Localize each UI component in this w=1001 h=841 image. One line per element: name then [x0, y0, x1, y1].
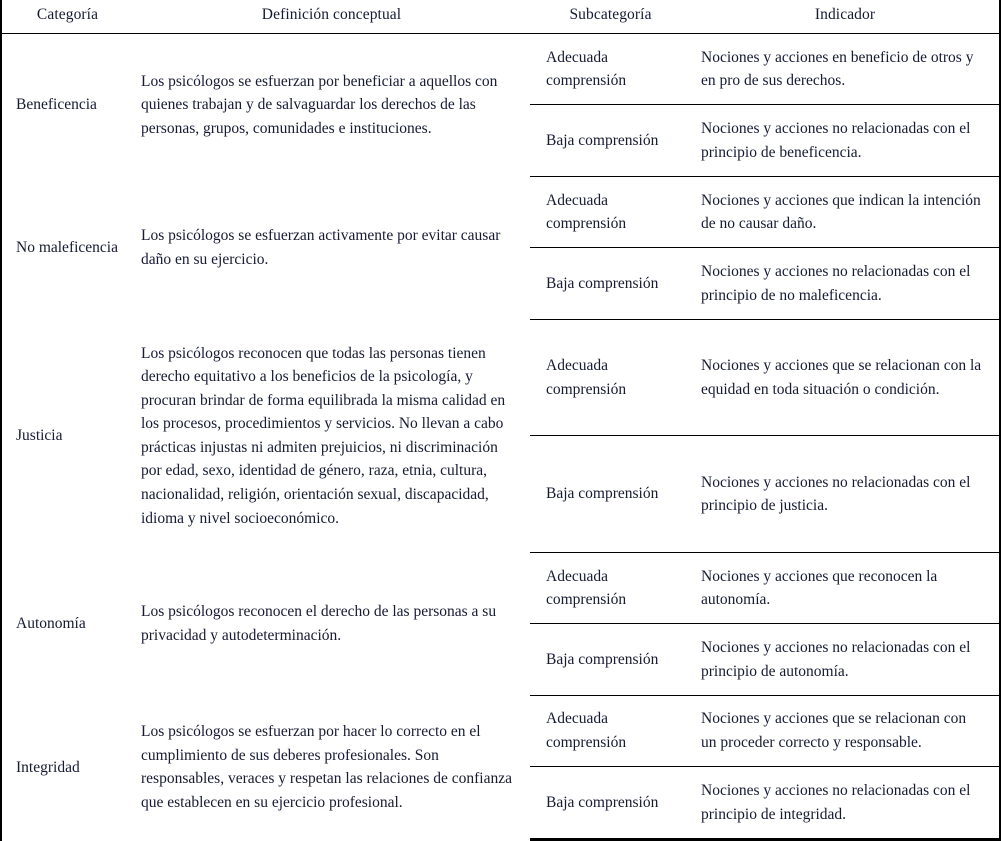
table-row — [2, 34, 999, 105]
table-row — [2, 319, 999, 435]
cell-indicador: Nociones y acciones no relacionadas con el principio de autonomía. — [691, 624, 999, 695]
cell-subcategoria: Adecuada comprensión — [530, 319, 691, 435]
cell-subcategoria: Baja comprensión — [530, 436, 691, 552]
cell-definicion: Los psicólogos se esfuerzan por hacer lo correcto en el cumplimiento de sus deberes profesionales. Son responsables, veraces y respetan las relaciones de confianza que establecen en su ejercicio profesional. — [141, 723, 512, 811]
cell-categoria: Integridad — [16, 758, 80, 776]
column-header-subcategoria: Subcategoría — [530, 0, 691, 34]
cell-subcategoria: Adecuada comprensión — [530, 176, 691, 247]
cell-definicion: Los psicólogos reconocen el derecho de las personas a su privacidad y autodeterminación. — [141, 603, 497, 644]
cell-categoria: No maleficencia — [16, 239, 118, 257]
cell-definicion: Los psicólogos se esfuerzan activamente por evitar causar daño en su ejercicio. — [141, 227, 501, 268]
cell-subcategoria: Baja comprensión — [530, 624, 691, 695]
cell-subcategoria: Baja comprensión — [530, 767, 691, 840]
cell-indicador: Nociones y acciones no relacionadas con el principio de integridad. — [691, 767, 999, 840]
cell-indicador: Nociones y acciones que indican la intención de no causar daño. — [691, 176, 999, 247]
cell-definicion: Los psicólogos reconocen que todas las personas tienen derecho equitativo a los beneficios de la psicología, y procuran brindar de forma equilibrada la misma calidad en los procesos, procedimientos y servicios. No llevan a cabo prácticas injustas ni admiten prejuicios, ni discriminación por edad, sexo, identidad de género, raza, etnia, cultura, nacionalidad, religión, orientación sexual, discapacidad, idioma y nivel socioeconómico. — [141, 344, 506, 527]
cell-definicion: Los psicólogos se esfuerzan por beneficiar a aquellos con quienes trabajan y de salvaguardar los derechos de las personas, grupos, comunidades e instituciones. — [141, 72, 498, 137]
cell-indicador: Nociones y acciones no relacionadas con el principio de justicia. — [691, 436, 999, 552]
column-header-definicion-conceptual: Definición conceptual — [133, 0, 530, 34]
cell-indicador: Nociones y acciones en beneficio de otros y en pro de sus derechos. — [691, 34, 999, 105]
cell-indicador: Nociones y acciones que reconocen la autonomía. — [691, 552, 999, 623]
cell-subcategoria: Adecuada comprensión — [530, 34, 691, 105]
cell-indicador: Nociones y acciones no relacionadas con el principio de beneficencia. — [691, 105, 999, 176]
cell-categoria: Beneficencia — [16, 96, 97, 114]
table-header — [2, 0, 999, 34]
cell-indicador: Nociones y acciones que se relacionan con la equidad en toda situación o condición. — [691, 319, 999, 435]
column-header-indicador: Indicador — [691, 0, 999, 34]
cell-subcategoria: Adecuada comprensión — [530, 695, 691, 766]
column-header-categoria: Categoría — [2, 0, 133, 34]
table-header-row — [2, 0, 999, 34]
ethics-principles-table — [2, 0, 999, 841]
table-row — [2, 176, 999, 247]
cell-categoria: Justicia — [16, 427, 63, 445]
cell-indicador: Nociones y acciones no relacionadas con el principio de no maleficencia. — [691, 248, 999, 319]
cell-subcategoria: Baja comprensión — [530, 105, 691, 176]
cell-categoria: Autonomía — [16, 615, 86, 633]
table-body — [2, 34, 999, 840]
cell-indicador: Nociones y acciones que se relacionan con un proceder correcto y responsable. — [691, 695, 999, 766]
cell-subcategoria: Baja comprensión — [530, 248, 691, 319]
cell-subcategoria: Adecuada comprensión — [530, 552, 691, 623]
table-row — [2, 695, 999, 766]
table-row — [2, 552, 999, 623]
